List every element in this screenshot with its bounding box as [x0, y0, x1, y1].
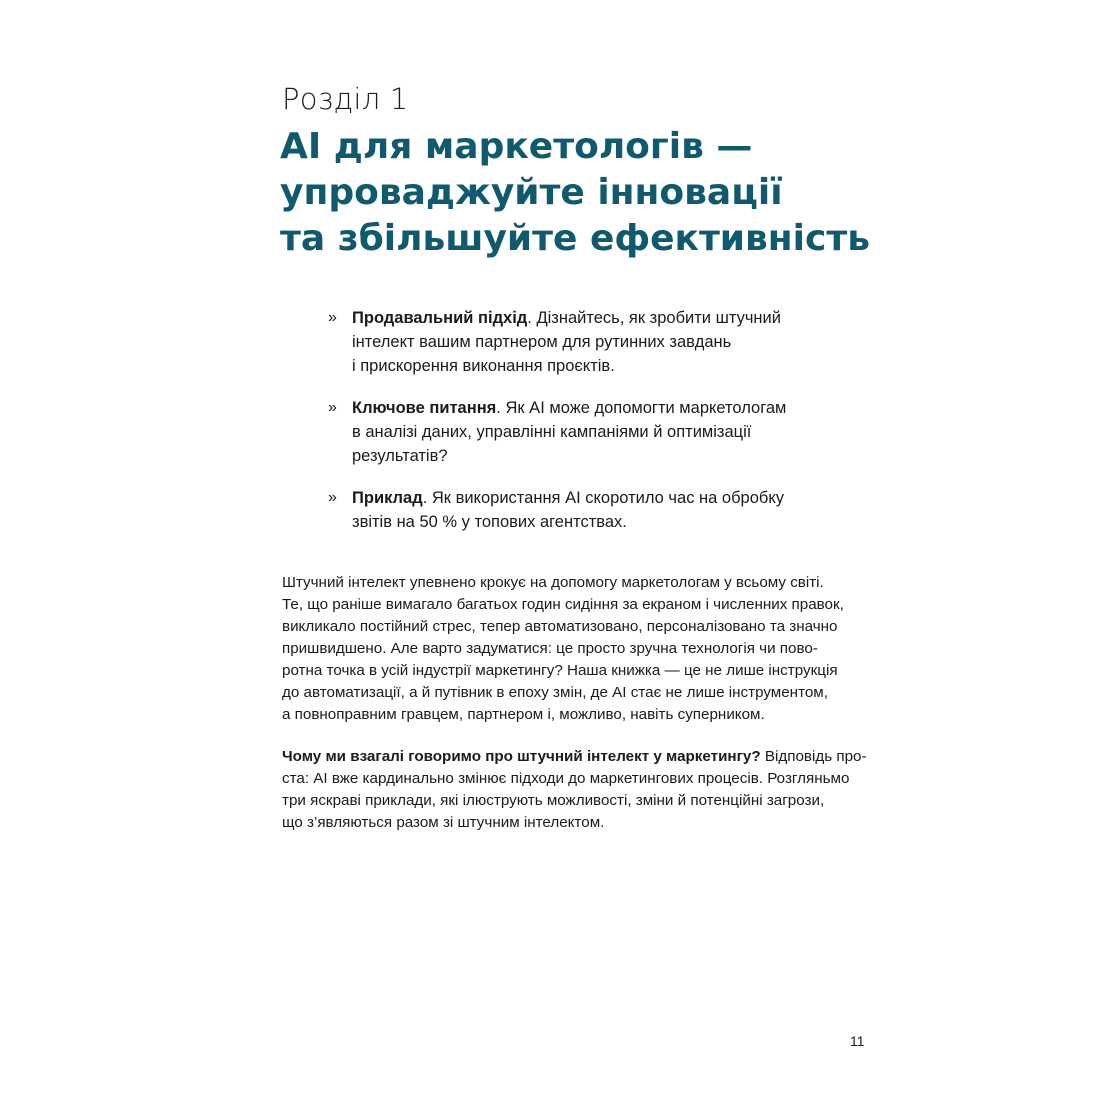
summary-bullet-list: [328, 306, 848, 552]
bullet-marker: »: [328, 309, 337, 326]
bullet-lead: Приклад: [352, 489, 423, 507]
bullet-text: в аналізі даних, управлінні кампаніями й оптимізації: [352, 423, 752, 441]
bullet-lead: Ключове питання: [352, 399, 497, 417]
bullet-item: [328, 306, 848, 378]
paragraph-line: три яскраві приклади, які ілюструють можливості, зміни й потенційні загрози,: [282, 792, 825, 809]
bullet-marker: »: [328, 399, 337, 416]
paragraph-line: Штучний інтелект упевнено крокує на допомогу маркетологам у всьому світі.: [282, 574, 824, 591]
bullet-text: результатів?: [352, 447, 448, 465]
bullet-marker: »: [328, 489, 337, 506]
paragraph-line: що з’являються разом зі штучним інтелектом.: [282, 814, 605, 831]
bullet-text: . Як AI може допомогти маркетологам: [496, 399, 787, 417]
bullet-text: інтелект вашим партнером для рутинних завдань: [352, 333, 732, 351]
paragraph-line: ста: AI вже кардинально змінює підходи до маркетингових процесів. Розгляньмо: [282, 770, 850, 787]
bullet-text: звітів на 50 % у топових агентствах.: [352, 513, 627, 531]
bullet-lead: Продавальний підхід: [352, 309, 528, 327]
chapter-title-line: AI для маркетологів —: [280, 126, 753, 167]
bullet-text: і прискорення виконання проєктів.: [352, 357, 615, 375]
chapter-title: [280, 124, 920, 262]
bullet-text: . Дізнайтесь, як зробити штучний: [527, 309, 781, 327]
chapter-title-line: та збільшуйте ефективність: [280, 218, 870, 259]
paragraph-line: ротна точка в усій індустрії маркетингу? Наша книжка — це не лише інструкція: [282, 662, 838, 679]
body-paragraph-2: [282, 746, 882, 834]
paragraph-line: викликало постійний стрес, тепер автоматизовано, персоналізовано та значно: [282, 618, 838, 635]
paragraph-line: Те, що раніше вимагало багатьох годин сидіння за екраном і численних правок,: [282, 596, 844, 613]
paragraph-line: Відповідь про-: [760, 748, 867, 765]
paragraph-lead-question: Чому ми взагалі говоримо про штучний інтелект у маркетингу?: [282, 748, 761, 765]
paragraph-line: до автоматизації, а й путівник в епоху змін, де AI стає не лише інструментом,: [282, 684, 828, 701]
body-paragraph-1: [282, 572, 882, 726]
bullet-text: . Як використання AI скоротило час на обробку: [422, 489, 784, 507]
paragraph-line: а повноправним гравцем, партнером і, можливо, навіть суперником.: [282, 706, 765, 723]
paragraph-line: пришвидшено. Але варто задуматися: це просто зручна технологія чи пово-: [282, 640, 818, 657]
chapter-label: Розділ 1: [282, 82, 409, 116]
bullet-item: [328, 396, 848, 468]
page-number: 11: [850, 1033, 865, 1049]
bullet-item: [328, 486, 848, 534]
chapter-title-line: упроваджуйте інновації: [280, 172, 783, 213]
